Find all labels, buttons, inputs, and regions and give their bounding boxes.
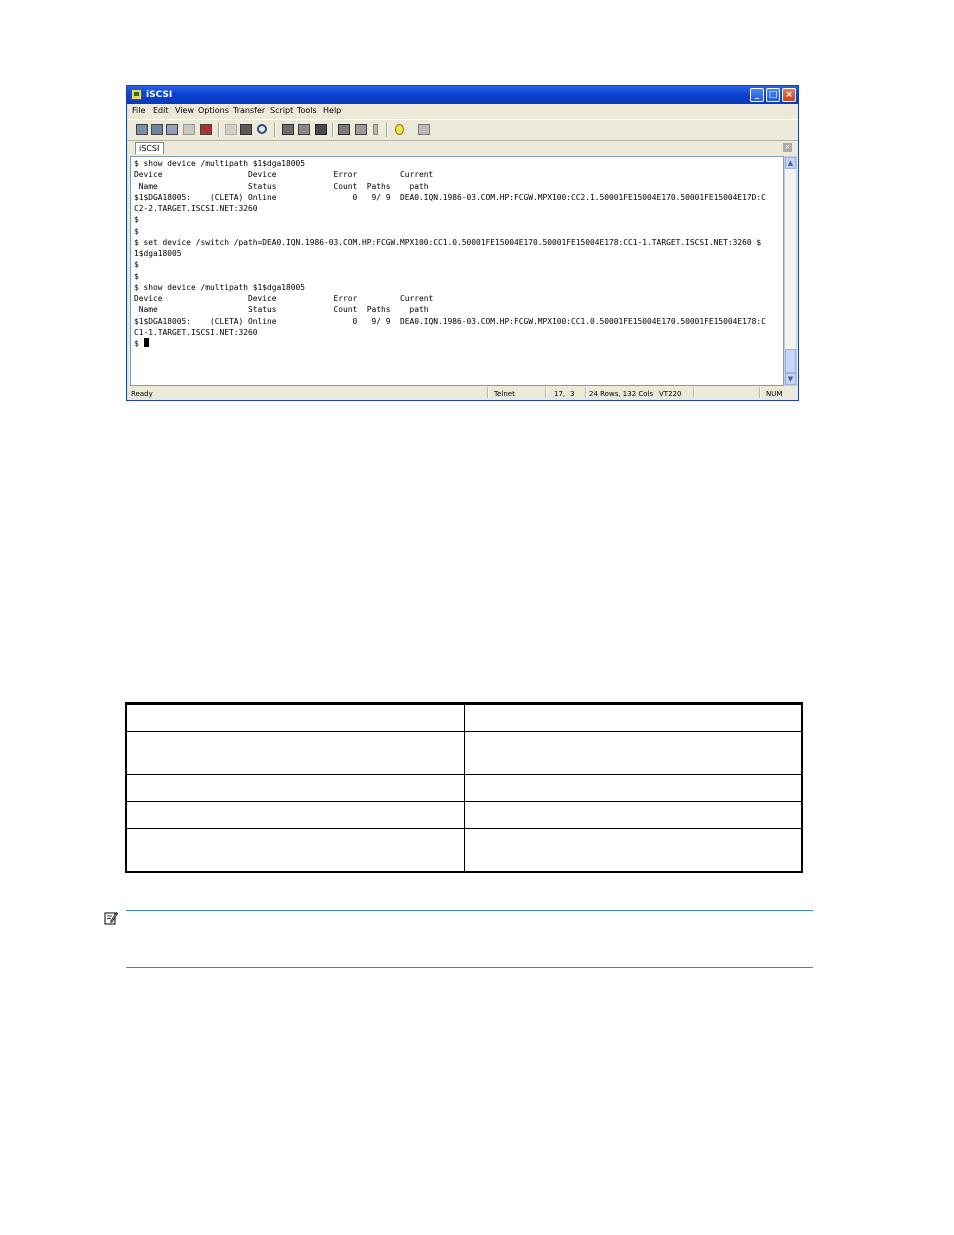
vertical-scrollbar[interactable] [784,156,797,386]
close-button[interactable]: × [782,88,796,102]
print-icon[interactable] [315,124,327,135]
status-divider [545,387,547,398]
table-row [127,774,801,802]
minimize-button[interactable]: _ [750,88,764,102]
toolbar-separator [274,123,276,137]
table-row [127,731,801,775]
status-divider [759,387,761,398]
terminal-line: $ set device /switch /path=DEA0.IQN.1986-03.COM.HP:FCGW.MPX100:CC1.0.50001FE15004E170.50001FE15004E178:CC1-1.TARGET.ISCSI.NET:3260 $ [134,237,762,247]
terminal-line: $ show device /multipath $1$dga18005 [134,159,306,168]
session-tabs [127,142,798,154]
terminal-line: $ [134,215,139,225]
parameter-table [125,702,803,873]
copy-icon[interactable] [225,124,237,135]
menu-help[interactable]: Help [323,106,342,115]
menu-transfer[interactable]: Transfer [233,106,266,115]
session-options-icon[interactable] [338,124,350,135]
toolbar [127,119,798,141]
table-header-row [127,704,801,732]
status-emulation: VT220 [659,390,682,398]
terminal-line: 1$dga18005 [134,249,182,258]
terminal-cursor [144,338,149,347]
menu-tools[interactable]: Tools [297,106,317,115]
menu-edit[interactable]: Edit [153,106,169,115]
toolbar-separator [386,123,388,137]
terminal-line: $ [134,226,139,236]
status-divider [693,387,695,398]
status-col: 3 [570,390,575,398]
toolbar-separator [332,123,334,137]
terminal-line: $ [134,271,139,281]
note-icon [104,911,118,925]
new-session-icon[interactable] [136,124,148,135]
status-ready: Ready [131,390,153,398]
help-icon[interactable] [395,124,404,135]
find-icon[interactable] [257,124,267,134]
menu-file[interactable]: File [132,106,146,115]
terminal-output [134,158,766,349]
title-bar[interactable] [127,86,798,104]
terminal-line: Device Device Error Current [134,294,434,303]
status-bar [127,387,798,401]
toolbar-separator [218,123,220,137]
table-row [127,828,801,872]
terminal-line: $ [134,260,139,270]
terminal-line: $1$DGA18005: (CLETA) Online 0 9/ 9 DEA0.IQN.1986-03.COM.HP:FCGW.MPX100:CC2.1.50001FE15004E170.50001FE15004E17D:C [134,192,766,202]
status-divider [585,387,587,398]
save-session-icon[interactable] [166,124,178,135]
app-icon [131,89,142,100]
terminal-line: $1$DGA18005: (CLETA) Online 0 9/ 9 DEA0.IQN.1986-03.COM.HP:FCGW.MPX100:CC1.0.50001FE15004E170.50001FE15004E178:C [134,316,766,326]
settings-icon[interactable] [355,124,367,135]
note-top-rule [126,910,813,911]
terminal-line: $ [134,339,144,348]
scroll-thumb[interactable] [785,349,796,373]
key-icon[interactable] [373,124,378,135]
scroll-up-button[interactable]: ▲ [785,157,796,169]
menu-bar [127,104,798,118]
tab-iscsi[interactable]: iSCSI [135,142,164,154]
status-divider [487,387,489,398]
open-session-icon[interactable] [151,124,163,135]
terminal-line: $ show device /multipath $1$dga18005 [134,282,306,292]
terminal-screen[interactable] [130,156,784,386]
menu-view[interactable]: View [175,106,194,115]
menu-options[interactable]: Options [198,106,229,115]
window-title: iSCSI [146,90,173,100]
status-protocol: Telnet [494,390,515,398]
scroll-down-button[interactable]: ▼ [785,373,796,385]
close-tab-icon[interactable]: × [784,143,791,151]
terminal-line: Name Status Count Paths path [134,305,429,315]
terminal-line: Device Device Error Current [134,170,434,180]
terminal-line: C2-2.TARGET.ISCSI.NET:3260 [134,204,258,213]
note-bottom-rule [126,967,813,968]
paste-icon[interactable] [240,124,252,135]
terminal-line: Name Status Count Paths path [134,181,429,191]
status-row: 17, [554,390,566,398]
print-screen-icon[interactable] [282,124,294,135]
terminal-window [126,85,799,401]
table-row [127,801,801,829]
print-selection-icon[interactable] [298,124,310,135]
status-numlock: NUM [766,390,783,398]
status-size: 24 Rows, 132 Cols [589,390,654,398]
script-icon[interactable] [418,124,430,135]
disconnect-icon[interactable] [200,124,212,135]
menu-script[interactable]: Script [270,106,294,115]
reconnect-icon[interactable] [183,124,195,135]
terminal-line: C1-1.TARGET.ISCSI.NET:3260 [134,327,258,337]
maximize-button[interactable]: □ [766,88,780,102]
